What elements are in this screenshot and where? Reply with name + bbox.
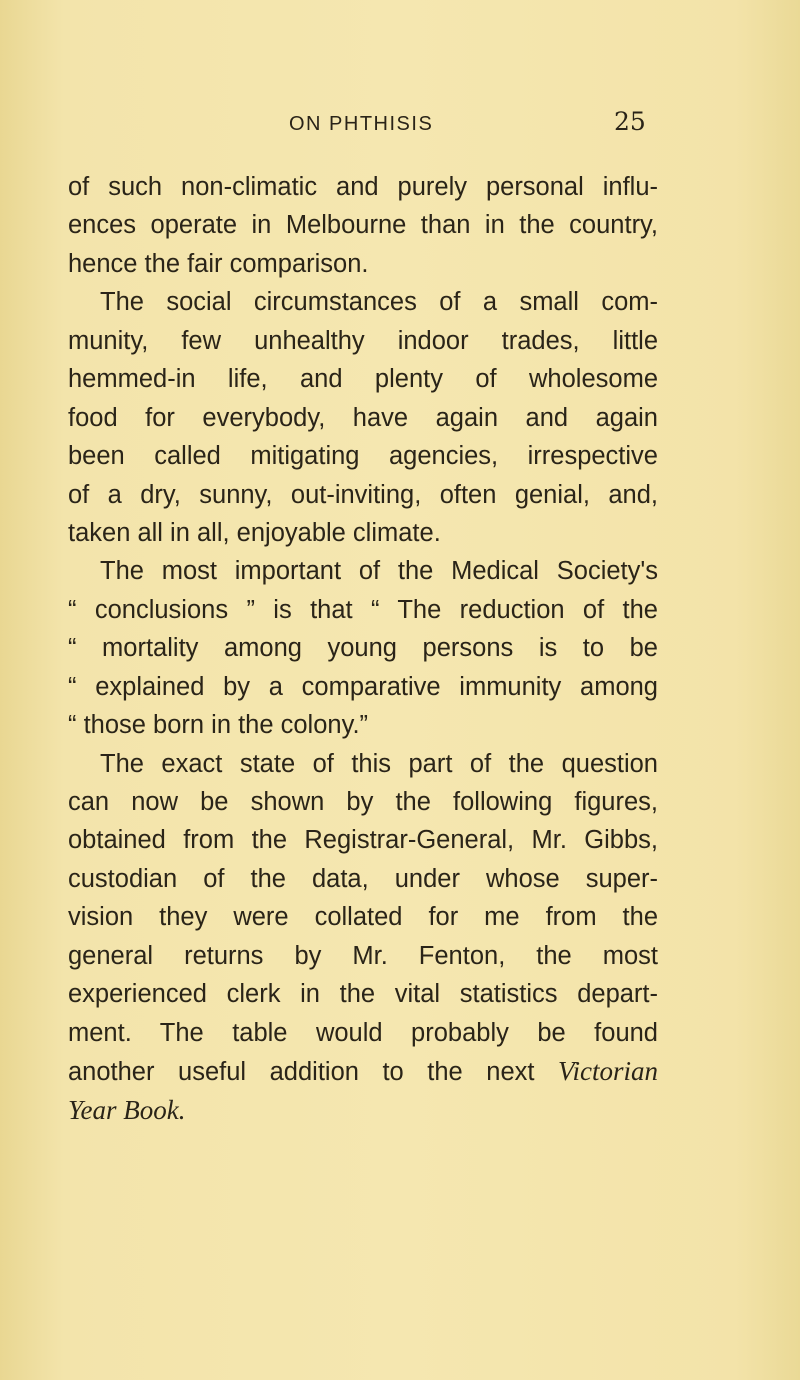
text-line-with-italic bbox=[68, 1052, 658, 1090]
text-line: of such non-climatic and purely personal influ- bbox=[68, 173, 658, 201]
text-line: “ conclusions ” is that “ The reduction of the bbox=[68, 595, 658, 624]
text-line: “ those born in the colony.” bbox=[68, 711, 369, 740]
text-line: food for everybody, have again and again bbox=[68, 403, 658, 432]
italic-title: Victorian bbox=[558, 1056, 658, 1087]
body-text bbox=[68, 168, 658, 1129]
text-line: The exact state of this part of the question bbox=[100, 749, 658, 778]
text-line: ences operate in Melbourne than in the country, bbox=[68, 211, 658, 240]
text-line: vision they were collated for me from the bbox=[68, 903, 658, 932]
text-line: taken all in all, enjoyable climate. bbox=[68, 518, 441, 547]
text-line: hence the fair comparison. bbox=[68, 249, 369, 278]
text-line: experienced clerk in the vital statistics depart- bbox=[68, 980, 658, 1009]
text-line: munity, few unhealthy indoor trades, little bbox=[68, 326, 658, 355]
text-line: “ mortality among young persons is to be bbox=[68, 634, 658, 663]
text-line: “ explained by a comparative immunity among bbox=[68, 672, 658, 701]
text-segment: another useful addition to the next bbox=[68, 1058, 535, 1087]
text-line: of a dry, sunny, out-inviting, often genial, and, bbox=[68, 480, 658, 509]
text-line: can now be shown by the following figures, bbox=[68, 788, 658, 816]
text-line: obtained from the Registrar-General, Mr. Gibbs, bbox=[68, 826, 658, 855]
italic-title-line: Year Book. bbox=[68, 1094, 186, 1125]
page-number: 25 bbox=[614, 107, 646, 136]
text-line: ment. The table would probably be found bbox=[68, 1018, 658, 1047]
running-title: ON PHTHISIS bbox=[289, 113, 434, 135]
text-line: been called mitigating agencies, irrespective bbox=[68, 442, 658, 471]
text-line: The most important of the Medical Society's bbox=[100, 557, 658, 586]
page-header bbox=[0, 107, 800, 143]
text-line: The social circumstances of a small com- bbox=[100, 288, 658, 317]
text-line: custodian of the data, under whose super- bbox=[68, 864, 658, 893]
text-line: hemmed-in life, and plenty of wholesome bbox=[68, 365, 658, 394]
text-line: general returns by Mr. Fenton, the most bbox=[68, 941, 658, 970]
